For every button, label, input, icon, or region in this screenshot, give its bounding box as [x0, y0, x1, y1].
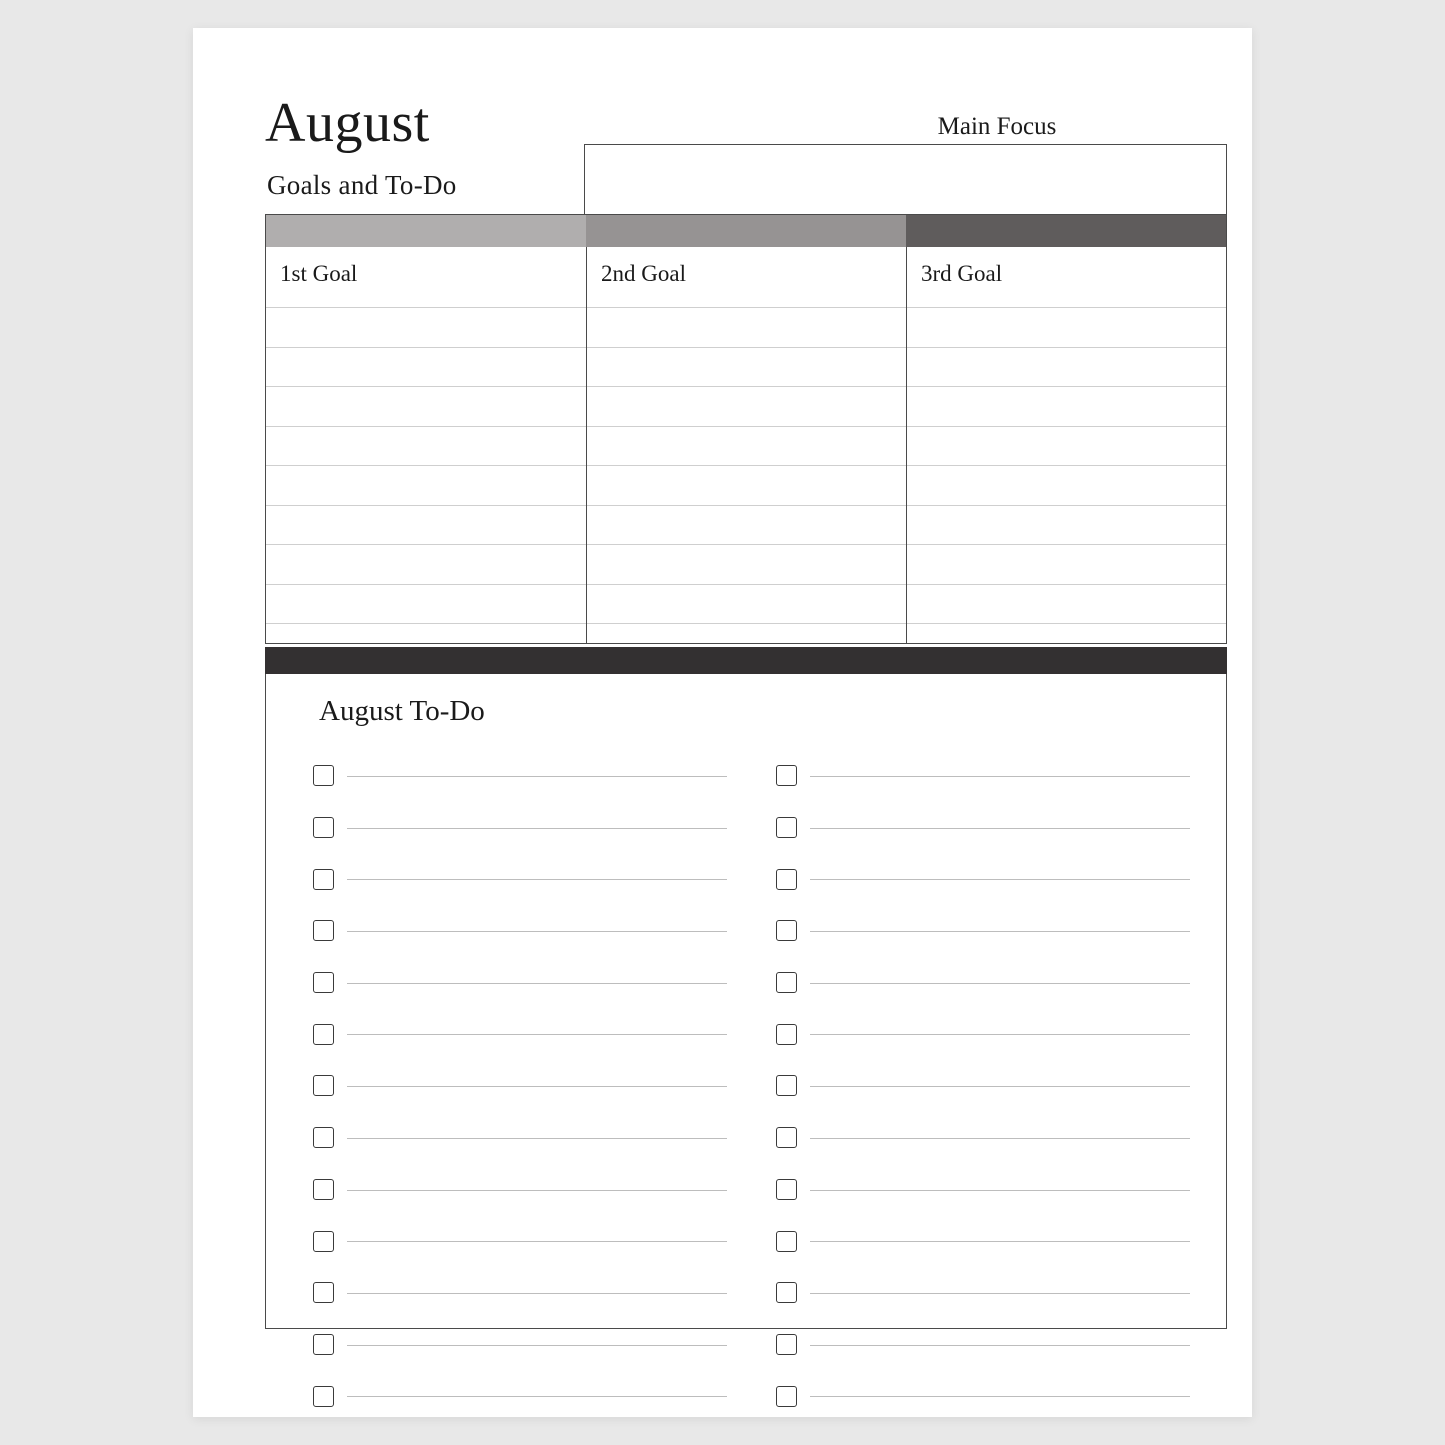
- goals-color-header: [266, 215, 1226, 247]
- checkbox-icon[interactable]: [776, 1386, 797, 1407]
- todo-line[interactable]: [347, 1345, 727, 1346]
- todo-line[interactable]: [347, 776, 727, 777]
- page-title: August: [265, 92, 430, 154]
- todo-line[interactable]: [810, 1086, 1190, 1087]
- checkbox-icon[interactable]: [776, 920, 797, 941]
- goal-column-header: 2nd Goal: [601, 261, 686, 286]
- checkbox-icon[interactable]: [776, 1075, 797, 1096]
- todo-line[interactable]: [347, 1241, 727, 1242]
- todo-item[interactable]: [313, 957, 727, 1009]
- todo-line[interactable]: [810, 1241, 1190, 1242]
- goal-color-swatch-2: [586, 215, 907, 247]
- todo-item[interactable]: [776, 1164, 1190, 1216]
- todo-line[interactable]: [347, 1034, 727, 1035]
- checkbox-icon[interactable]: [313, 1231, 334, 1252]
- goal-row[interactable]: [266, 465, 586, 505]
- todo-line[interactable]: [810, 879, 1190, 880]
- checkbox-icon[interactable]: [313, 1386, 334, 1407]
- goal-column-rows: [587, 307, 906, 643]
- goal-column-2: [586, 247, 906, 643]
- goal-column-3: [906, 247, 1226, 643]
- todo-title: August To-Do: [319, 695, 485, 727]
- checkbox-icon[interactable]: [313, 765, 334, 786]
- todo-item[interactable]: [776, 750, 1190, 802]
- goal-row[interactable]: [266, 544, 586, 584]
- todo-line[interactable]: [810, 931, 1190, 932]
- checkbox-icon[interactable]: [776, 1127, 797, 1148]
- todo-item[interactable]: [776, 1008, 1190, 1060]
- goal-row[interactable]: [587, 426, 906, 466]
- goal-row[interactable]: [266, 584, 586, 624]
- todo-item[interactable]: [313, 1267, 727, 1319]
- todo-line[interactable]: [810, 1190, 1190, 1191]
- goal-row[interactable]: [587, 347, 906, 387]
- goal-column-rows: [266, 307, 586, 643]
- goal-row[interactable]: [587, 386, 906, 426]
- goal-row[interactable]: [907, 465, 1226, 505]
- todo-item[interactable]: [776, 1112, 1190, 1164]
- goal-row[interactable]: [907, 386, 1226, 426]
- goal-row[interactable]: [907, 426, 1226, 466]
- todo-column-right: [776, 750, 1190, 1422]
- page-subtitle: Goals and To-Do: [267, 170, 457, 200]
- todo-item[interactable]: [776, 1060, 1190, 1112]
- goal-row[interactable]: [907, 307, 1226, 347]
- todo-section: [265, 674, 1227, 1329]
- checkbox-icon[interactable]: [313, 972, 334, 993]
- todo-item[interactable]: [313, 1060, 727, 1112]
- checkbox-icon[interactable]: [776, 1282, 797, 1303]
- todo-item[interactable]: [776, 957, 1190, 1009]
- todo-line[interactable]: [347, 1190, 727, 1191]
- goal-row[interactable]: [907, 347, 1226, 387]
- checkbox-icon[interactable]: [776, 972, 797, 993]
- todo-item[interactable]: [313, 1008, 727, 1060]
- printable-page: [193, 28, 1252, 1417]
- todo-item[interactable]: [313, 1370, 727, 1422]
- todo-item[interactable]: [313, 853, 727, 905]
- todo-item[interactable]: [313, 1112, 727, 1164]
- checkbox-icon[interactable]: [313, 1179, 334, 1200]
- checkbox-icon[interactable]: [313, 920, 334, 941]
- goal-row[interactable]: [587, 307, 906, 347]
- goal-color-swatch-1: [266, 215, 586, 247]
- todo-line[interactable]: [810, 828, 1190, 829]
- todo-line[interactable]: [347, 931, 727, 932]
- goal-row[interactable]: [266, 505, 586, 545]
- todo-line[interactable]: [810, 1034, 1190, 1035]
- todo-line[interactable]: [810, 1396, 1190, 1397]
- todo-line[interactable]: [347, 1293, 727, 1294]
- goals-columns: [266, 247, 1226, 643]
- goal-row[interactable]: [266, 347, 586, 387]
- todo-line[interactable]: [810, 1345, 1190, 1346]
- todo-item[interactable]: [313, 750, 727, 802]
- checkbox-icon[interactable]: [313, 1127, 334, 1148]
- todo-item[interactable]: [776, 802, 1190, 854]
- todo-line[interactable]: [347, 879, 727, 880]
- goal-row[interactable]: [907, 544, 1226, 584]
- section-divider-bar: [265, 647, 1227, 674]
- todo-item[interactable]: [313, 1215, 727, 1267]
- goal-row[interactable]: [587, 505, 906, 545]
- checkbox-icon[interactable]: [776, 1179, 797, 1200]
- todo-line[interactable]: [347, 983, 727, 984]
- goal-row[interactable]: [587, 584, 906, 624]
- checkbox-icon[interactable]: [776, 817, 797, 838]
- goal-row[interactable]: [266, 386, 586, 426]
- planner-sheet: [265, 92, 1180, 1329]
- checkbox-icon[interactable]: [313, 1282, 334, 1303]
- goal-row[interactable]: [907, 505, 1226, 545]
- goal-row[interactable]: [587, 465, 906, 505]
- checkbox-icon[interactable]: [776, 1334, 797, 1355]
- todo-line[interactable]: [347, 1396, 727, 1397]
- main-focus-input[interactable]: [584, 144, 1227, 215]
- todo-item[interactable]: [313, 905, 727, 957]
- goal-row[interactable]: [907, 584, 1226, 624]
- todo-item[interactable]: [313, 802, 727, 854]
- checkbox-icon[interactable]: [313, 1075, 334, 1096]
- todo-line[interactable]: [810, 776, 1190, 777]
- goal-row[interactable]: [266, 307, 586, 347]
- todo-item[interactable]: [313, 1319, 727, 1371]
- todo-line[interactable]: [810, 1293, 1190, 1294]
- goal-column-header: 1st Goal: [280, 261, 358, 286]
- goal-row[interactable]: [266, 426, 586, 466]
- todo-line[interactable]: [347, 828, 727, 829]
- main-focus-label: Main Focus: [937, 113, 1057, 140]
- todo-item[interactable]: [776, 1370, 1190, 1422]
- todo-line[interactable]: [810, 983, 1190, 984]
- todo-item[interactable]: [776, 1319, 1190, 1371]
- goal-column-1: [266, 247, 586, 643]
- todo-item[interactable]: [776, 905, 1190, 957]
- checkbox-icon[interactable]: [776, 1231, 797, 1252]
- todo-column-left: [313, 750, 727, 1422]
- checkbox-icon[interactable]: [776, 765, 797, 786]
- goal-row[interactable]: [587, 544, 906, 584]
- todo-item[interactable]: [776, 853, 1190, 905]
- goal-column-header: 3rd Goal: [921, 261, 1003, 286]
- checkbox-icon[interactable]: [313, 1024, 334, 1045]
- checkbox-icon[interactable]: [776, 869, 797, 890]
- todo-line[interactable]: [347, 1138, 727, 1139]
- checkbox-icon[interactable]: [313, 817, 334, 838]
- todo-line[interactable]: [810, 1138, 1190, 1139]
- checkbox-icon[interactable]: [776, 1024, 797, 1045]
- goals-table: [265, 214, 1227, 644]
- checkbox-icon[interactable]: [313, 869, 334, 890]
- todo-item[interactable]: [776, 1267, 1190, 1319]
- checkbox-icon[interactable]: [313, 1334, 334, 1355]
- goal-color-swatch-3: [906, 215, 1226, 247]
- todo-item[interactable]: [313, 1164, 727, 1216]
- todo-item[interactable]: [776, 1215, 1190, 1267]
- goal-column-rows: [907, 307, 1226, 643]
- todo-line[interactable]: [347, 1086, 727, 1087]
- todo-columns: [313, 750, 1190, 1422]
